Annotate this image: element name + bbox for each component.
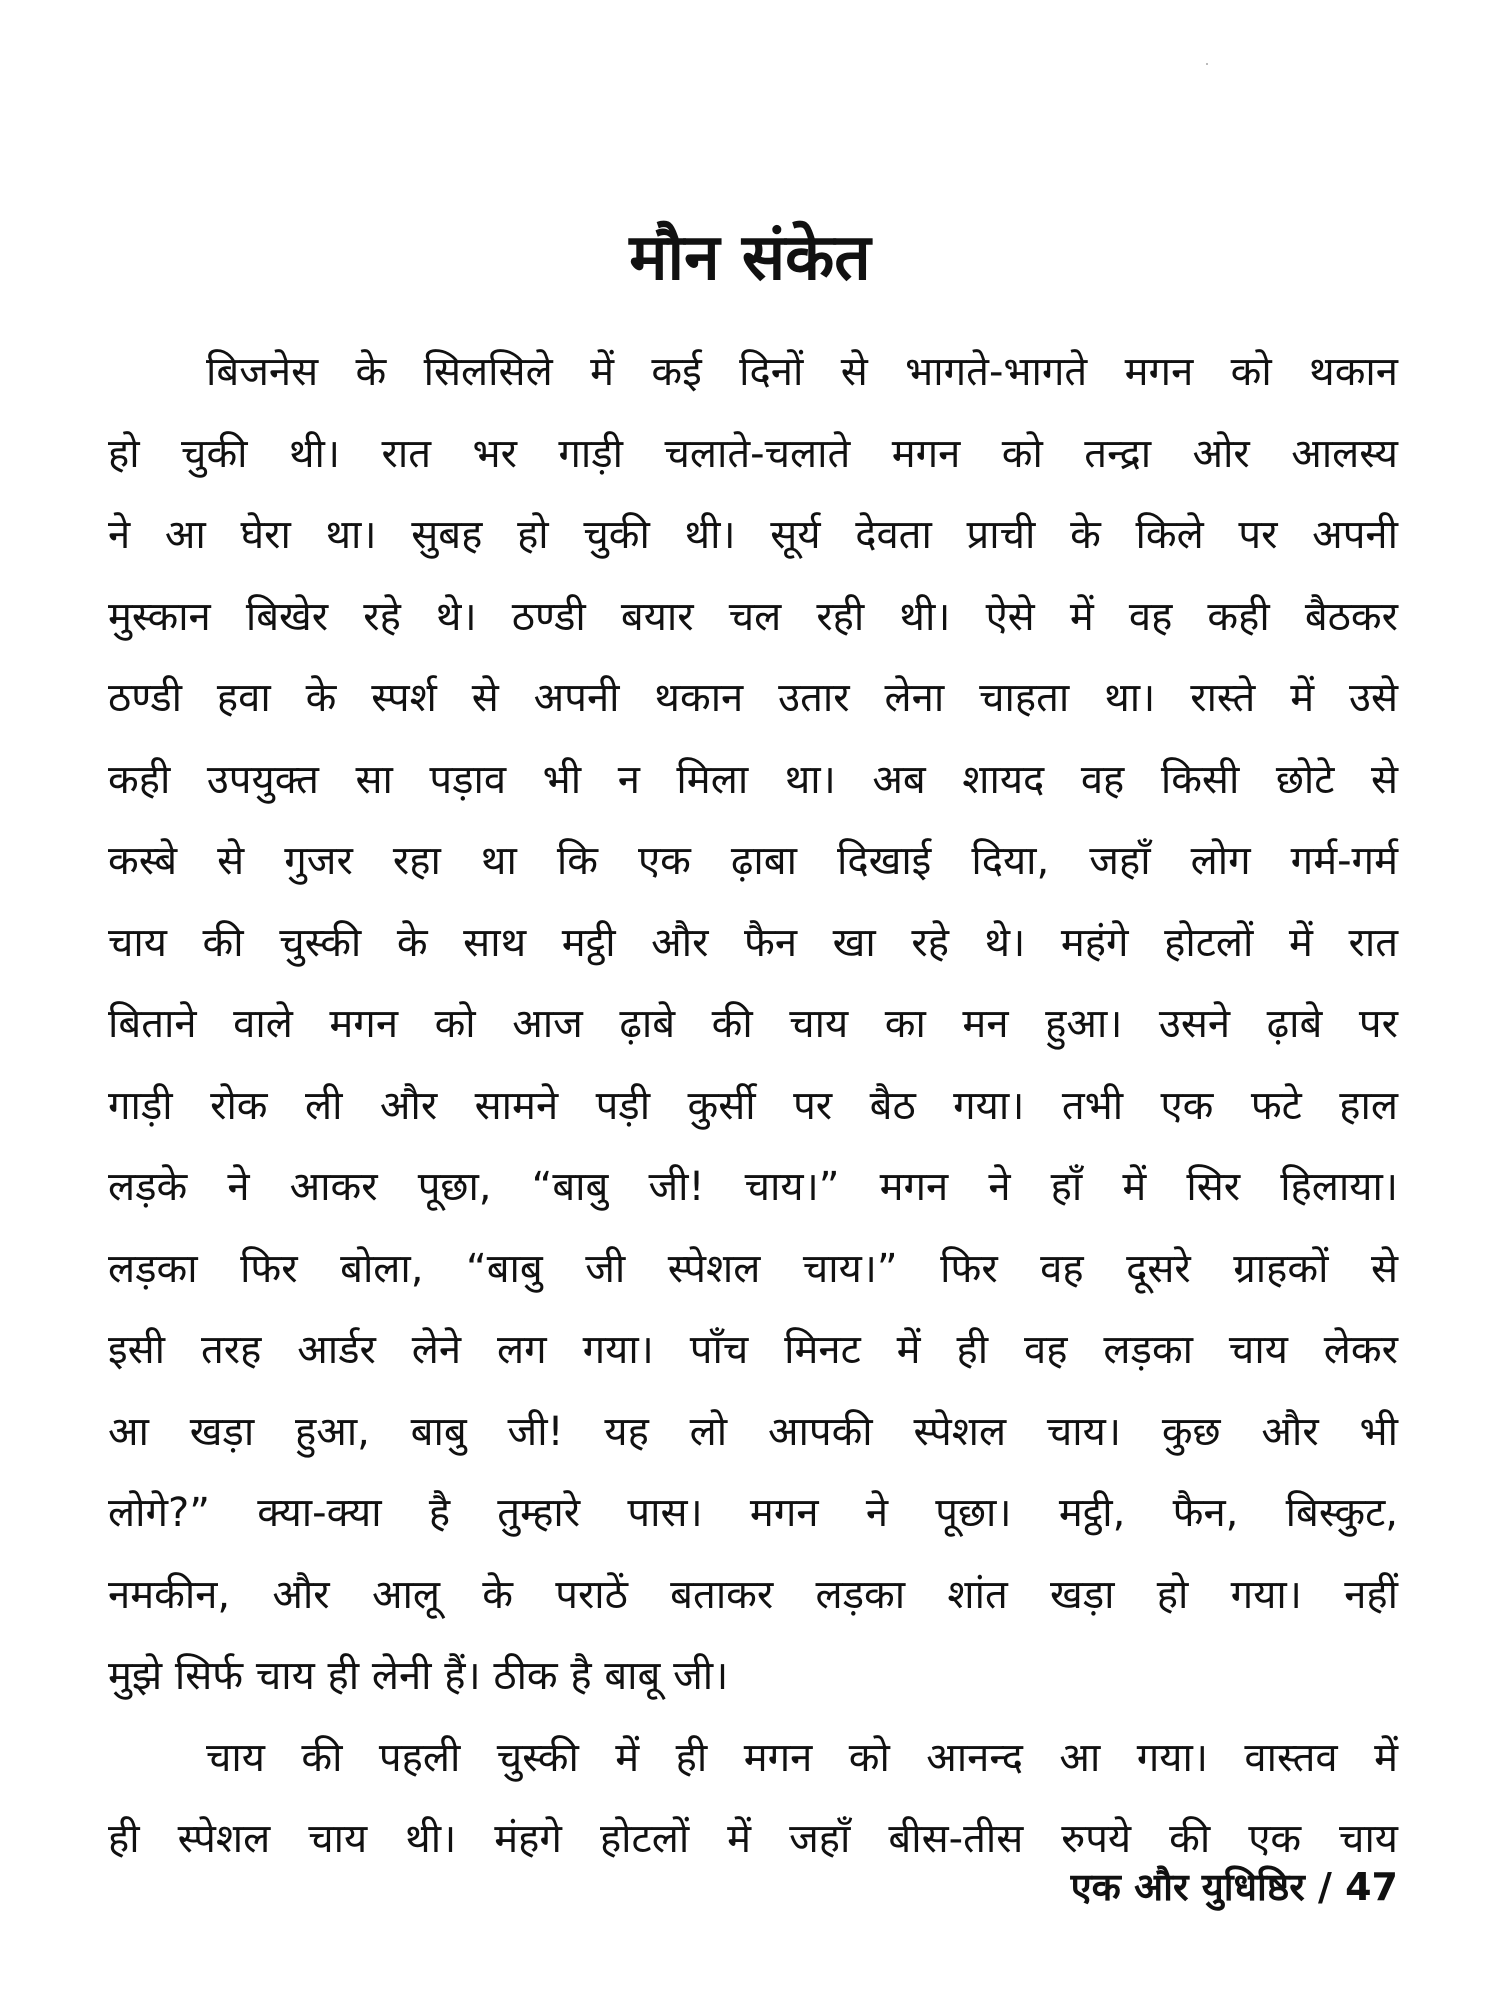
text-line: लोगे?” क्या-क्या है तुम्हारे पास। मगन ने पूछा। मट्ठी, फैन, बिस्कुट, xyxy=(108,1490,1398,1536)
page-footer xyxy=(1071,1862,1398,1912)
text-line: नमकीन, और आलू के पराठें बताकर लड़का शांत खड़ा हो गया। नहीं xyxy=(108,1571,1398,1618)
text-line: बिजनेस के सिलसिले में कई दिनों से भागते-भागते मगन को थकान xyxy=(206,349,1398,395)
text-line: चाय की पहली चुस्की में ही मगन को आनन्द आ गया। वास्तव में xyxy=(206,1734,1398,1781)
text-line: इसी तरह आर्डर लेने लग गया। पाँच मिनट में ही वह लड़का चाय लेकर xyxy=(108,1327,1398,1373)
text-line: ने आ घेरा था। सुबह हो चुकी थी। सूर्य देवता प्राची के किले पर अपनी xyxy=(108,512,1398,558)
text-line: लड़का फिर बोला, “बाबु जी स्पेशल चाय।” फिर वह दूसरे ग्राहकों से xyxy=(108,1245,1398,1292)
text-line: मुझे सिर्फ चाय ही लेनी हैं। ठीक है बाबू जी। xyxy=(108,1653,729,1699)
footer-separator: / xyxy=(1304,1865,1346,1909)
text-line: ठण्डी हवा के स्पर्श से अपनी थकान उतार लेना चाहता था। रास्ते में उसे xyxy=(108,675,1398,721)
page-number: 47 xyxy=(1345,1865,1398,1909)
scan-speck xyxy=(1206,63,1208,65)
text-line: मुस्कान बिखेर रहे थे। ठण्डी बयार चल रही थी। ऐसे में वह कही बैठकर xyxy=(108,593,1398,640)
footer-book-title: एक और युधिष्ठिर xyxy=(1070,1865,1305,1909)
story-body xyxy=(108,332,1398,1881)
page-title: मौन संकेत xyxy=(629,220,871,295)
text-line: आ खड़ा हुआ, बाबु जी! यह लो आपकी स्पेशल चाय। कुछ और भी xyxy=(108,1408,1398,1455)
text-line: लड़के ने आकर पूछा, “बाबु जी! चाय।” मगन ने हाँ में सिर हिलाया। xyxy=(108,1164,1398,1210)
text-line: चाय की चुस्की के साथ मट्ठी और फैन खा रहे थे। महंगे होटलों में रात xyxy=(108,919,1398,966)
text-line: गाड़ी रोक ली और सामने पड़ी कुर्सी पर बैठ गया। तभी एक फटे हाल xyxy=(108,1082,1398,1129)
text-line: कही उपयुक्त सा पड़ाव भी न मिला था। अब शायद वह किसी छोटे से xyxy=(108,756,1398,803)
text-line: ही स्पेशल चाय थी। मंहगे होटलों में जहाँ बीस-तीस रुपये की एक चाय xyxy=(108,1816,1398,1862)
text-line: हो चुकी थी। रात भर गाड़ी चलाते-चलाते मगन को तन्द्रा ओर आलस्य xyxy=(108,430,1398,477)
text-line: कस्बे से गुजर रहा था कि एक ढ़ाबा दिखाई दिया, जहाँ लोग गर्म-गर्म xyxy=(108,838,1398,884)
text-line: बिताने वाले मगन को आज ढ़ाबे की चाय का मन हुआ। उसने ढ़ाबे पर xyxy=(108,1001,1398,1047)
